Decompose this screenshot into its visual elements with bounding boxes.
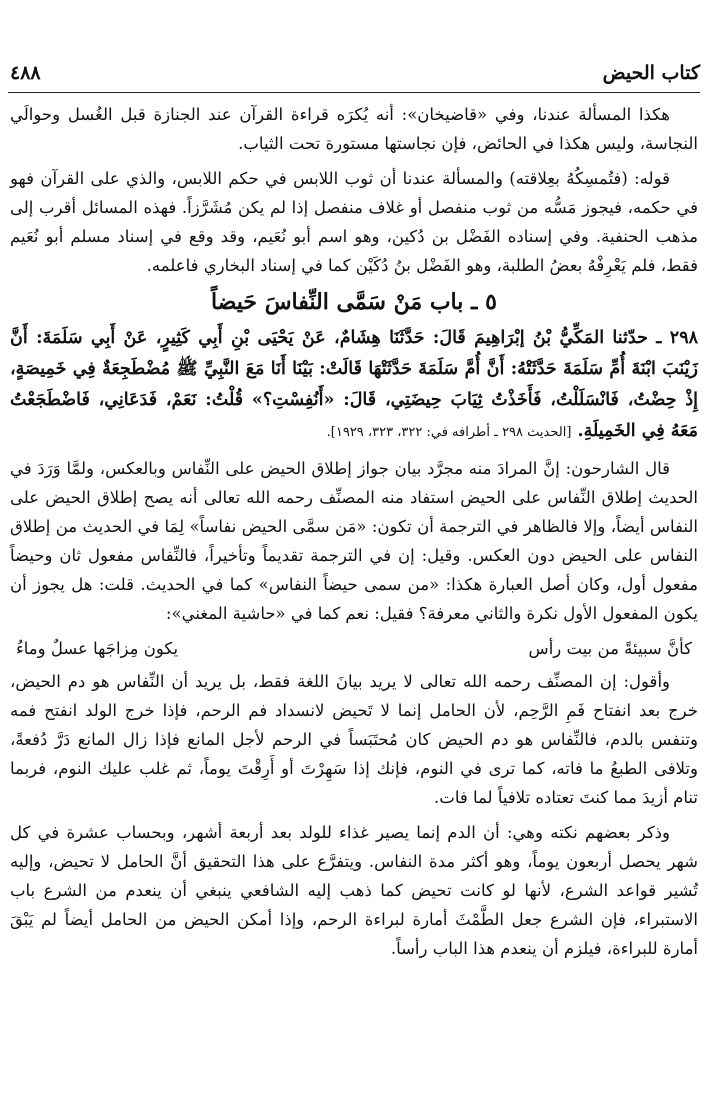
chapter-heading: ٥ ـ باب مَنْ سَمَّى النِّفاسَ حَيضاً <box>211 289 497 315</box>
page-body <box>10 100 698 969</box>
poem-hemistich-1: كأنَّ سبيئةً من بيت رأس <box>528 639 692 658</box>
paragraph-3: قال الشارحون: إنَّ المرادَ منه مجرَّد بيان جواز إطلاق الحيض على النِّفاس وبالعكس، ولمَّا وَرَدَ في الحديث إطلاق النِّفاس على الحيض استفاد منه المصنِّف رحمه الله تعالى أنه يصح إطلاق الحيض على النفاس أيضاً، وإلا فالظاهر في الترجمة أن تكون: «مَن سمَّى الحيض نفاساً» لِمَا في الحديث من إطلاق النفاس على الحيض دون العكس. وقيل: إن في الترجمة تقديماً وتأخيراً، فالنِّفاس مفعول ثان وحيضاً مفعول أول، وكان أصل العبارة هكذا: «من سمى حيضاً النفاس» كما في الحديث. قلت: هل يجوز أن يكون المفعول الأول نكرة والثاني معرفة؟ فقيل: نعم كما في «حاشية المغني»: <box>10 459 698 623</box>
running-title: كتاب الحيض <box>602 62 700 84</box>
poem-verse <box>10 634 698 663</box>
page-header <box>8 52 700 93</box>
paragraph-5: وذكر بعضهم نكته وهي: أن الدم إنما يصير غذاء للولد بعد أربعة أشهر، وبحساب عشرة في كل شهر يحصل أربعون يوماً، وهو أكثر مدة النفاس. ويتفرَّع على هذا التحقيق أنَّ الحامل لا تحيض، وإليه تُشير قواعد الشرع، لأنها لو كانت تحيض كما ذهب إليه الشافعي ينبغي أن ينعدم من الشرع باب الاستبراء، فإن الشرع جعل الطَّمْثَ أمارة لبراءة الرحم، وإذا أمكن الحيض من الحامل أيضاً لم يَبْقَ أمارة للبراءة، فيلزم أن ينعدم هذا الباب رأساً. <box>10 823 698 958</box>
hadith-reference: [الحديث ٢٩٨ ـ أطرافه في: ٣٢٢، ٣٢٣، ١٩٢٩]. <box>326 425 572 440</box>
paragraph-1: هكذا المسألة عندنا، وفي «قاضيخان»: أنه يُكرَه قراءة القرآن عند الجنازة قبل الغُسل وحوالَي النجاسة، وليس هكذا في الحائض، فإن نجاستها مستورة تحت الثياب. <box>10 105 698 153</box>
paragraph-4: وأقول: إن المصنِّف رحمه الله تعالى لا يريد بيانَ اللغة فقط، بل يريد أن النِّفاس هو دم الحيض، خرج بعد انفتاح فَمِ الرَّحِم، لأن الحامل إنما لا تَحيض لانسداد فم الرحم، فإذا خرج الولد انفتح فمه وتنفس بالدم، فالنِّفاس هو دم الحيض كان مُحتَبَساً في الرحم لأجل المانع فإذا زال المانع دَرَّ دُفعةً، وتلافى الطبعُ ما فاته، كما ترى في النوم، فإنك إذا سَهِرْتَ أو أَرِقْتَ يوماً، ثم غلب عليك النوم، فربما تنام أزيدَ مما كنتَ تعتاده تلافياً لما فات. <box>10 672 698 807</box>
poem-hemistich-2: يكون مِزاجَها عسلٌ وماءُ <box>16 639 179 658</box>
hadith-text <box>10 323 698 448</box>
page-number: ٤٨٨ <box>10 62 41 84</box>
paragraph-2: قوله: (فتُمسِكُهُ بعِلاقته) والمسألة عندنا أن ثوب اللابس في حكم اللابس، والذي على القرآن فهو في حكمه، فيجوز مَسُّه من ثوب منفصل أو غلاف منفصل إذا لم يكن مُشَرَّزاً. فهذه المسائل أقرب إلى مذهب الحنفية. وفي إسناده الفَضْل بن دُكين، وهو اسم أبو نُعَيم، وقد وقع في إسناد مسلم أبو نُعَيم فقط، فلم يَعْرِفْهُ بعضُ الطلبة، وهو الفَضْل بنُ دُكَيْن كما في إسناد البخاري فاعلمه. <box>10 169 698 275</box>
hadith-body: ٢٩٨ ـ حدّثنا المَكِّيُّ بْنُ إبْرَاهِيمَ قَالَ: حَدَّثَنَا هِشَامٌ، عَنْ يَحْيَى بْنِ أَبِي كَثِيرٍ، عَنْ أَبِي سَلَمَةَ: أَنَّ زَيْنَبَ ابْنَةَ أُمِّ سَلَمَةَ حَدَّثَتْهُ: أَنَّ أُمَّ سَلَمَةَ حَدَّثَتْهَا قَالَتْ: بَيْنَا أَنَا مَعَ النَّبِيِّ ﷺ مُضْطَجِعَةٌ فِي خَمِيصَةٍ، إِذْ حِضْتُ، فَانْسَلَلْتُ، فَأَخَذْتُ ثِيَابَ حِيضَتِي، قَالَ: «أَنُفِسْتِ؟» قُلْتُ: نَعَمْ، فَدَعَانِي، فَاضْطَجَعْتُ مَعَهُ فِي الخَمِيلَةِ. <box>10 328 698 441</box>
